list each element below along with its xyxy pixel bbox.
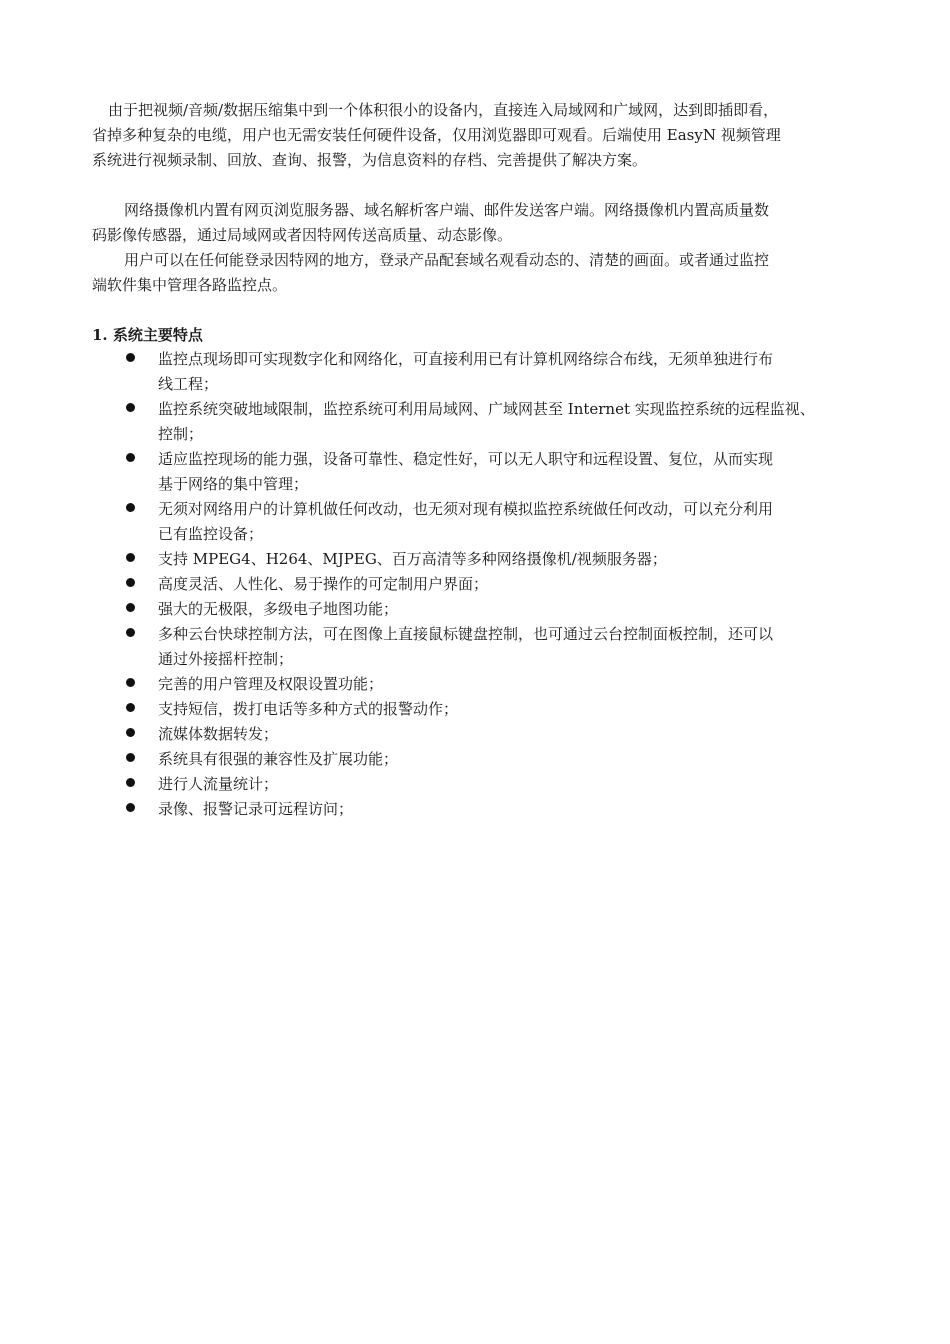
bullet-icon xyxy=(126,678,135,687)
feature-3-line-2: 基于网络的集中管理； xyxy=(158,475,309,493)
section-heading: 1. 系统主要特点 xyxy=(92,326,203,344)
feature-9: 完善的用户管理及权限设置功能； xyxy=(158,675,384,693)
bullet-icon xyxy=(126,403,135,412)
feature-13: 进行人流量统计； xyxy=(158,775,279,793)
feature-2-line-1: 监控系统突破地域限制，监控系统可利用局域网、广域网甚至 Internet 实现监控系统的远程监视、 xyxy=(158,400,815,418)
feature-7: 强大的无极限，多级电子地图功能； xyxy=(158,600,399,618)
feature-8-line-1: 多种云台快球控制方法，可在图像上直接鼠标键盘控制，也可通过云台控制面板控制，还可以 xyxy=(158,625,774,643)
feature-10: 支持短信，拨打电话等多种方式的报警动作； xyxy=(158,700,459,718)
bullet-icon xyxy=(126,578,135,587)
bullet-icon xyxy=(126,778,135,787)
para2-line-2: 码影像传感器，通过局域网或者因特网传送高质量、动态影像。 xyxy=(92,226,513,244)
feature-4-line-1: 无须对网络用户的计算机做任何改动，也无须对现有模拟监控系统做任何改动，可以充分利用 xyxy=(158,500,774,518)
para3-line-1: 用户可以在任何能登录因特网的地方，登录产品配套域名观看动态的、清楚的画面。或者通过监控 xyxy=(124,251,770,269)
feature-6: 高度灵活、人性化、易于操作的可定制用户界面； xyxy=(158,575,489,593)
bullet-icon xyxy=(126,703,135,712)
para3-line-2: 端软件集中管理各路监控点。 xyxy=(92,276,288,294)
feature-14: 录像、报警记录可远程访问； xyxy=(158,800,354,818)
feature-12: 系统具有很强的兼容性及扩展功能； xyxy=(158,750,399,768)
bullet-icon xyxy=(126,503,135,512)
intro-line-1: 由于把视频/音频/数据压缩集中到一个体积很小的设备内，直接连入局域网和广域网，达到即插即看， xyxy=(108,101,779,119)
feature-3-line-1: 适应监控现场的能力强，设备可靠性、稳定性好，可以无人职守和远程设置、复位，从而实现 xyxy=(158,450,774,468)
feature-4-line-2: 已有监控设备； xyxy=(158,525,264,543)
bullet-icon xyxy=(126,353,135,362)
para2-line-1: 网络摄像机内置有网页浏览服务器、域名解析客户端、邮件发送客户端。网络摄像机内置高质量数 xyxy=(124,201,770,219)
bullet-icon xyxy=(126,728,135,737)
bullet-icon xyxy=(126,803,135,812)
bullet-icon xyxy=(126,753,135,762)
intro-line-2: 省掉多种复杂的电缆，用户也无需安装任何硬件设备，仅用浏览器即可观看。后端使用 EasyN 视频管理 xyxy=(92,126,781,144)
feature-11: 流媒体数据转发； xyxy=(158,725,279,743)
feature-8-line-2: 通过外接摇杆控制； xyxy=(158,650,294,668)
bullet-icon xyxy=(126,553,135,562)
feature-2-line-2: 控制； xyxy=(158,425,204,443)
intro-line-3: 系统进行视频录制、回放、查询、报警，为信息资料的存档、完善提供了解决方案。 xyxy=(92,151,648,169)
bullet-icon xyxy=(126,628,135,637)
feature-1-line-1: 监控点现场即可实现数字化和网络化，可直接利用已有计算机网络综合布线，无须单独进行布 xyxy=(158,350,774,368)
feature-5: 支持 MPEG4、H264、MJPEG、百万高清等多种网络摄像机/视频服务器； xyxy=(158,550,667,568)
feature-1-line-2: 线工程； xyxy=(158,375,219,393)
bullet-icon xyxy=(126,453,135,462)
bullet-icon xyxy=(126,603,135,612)
